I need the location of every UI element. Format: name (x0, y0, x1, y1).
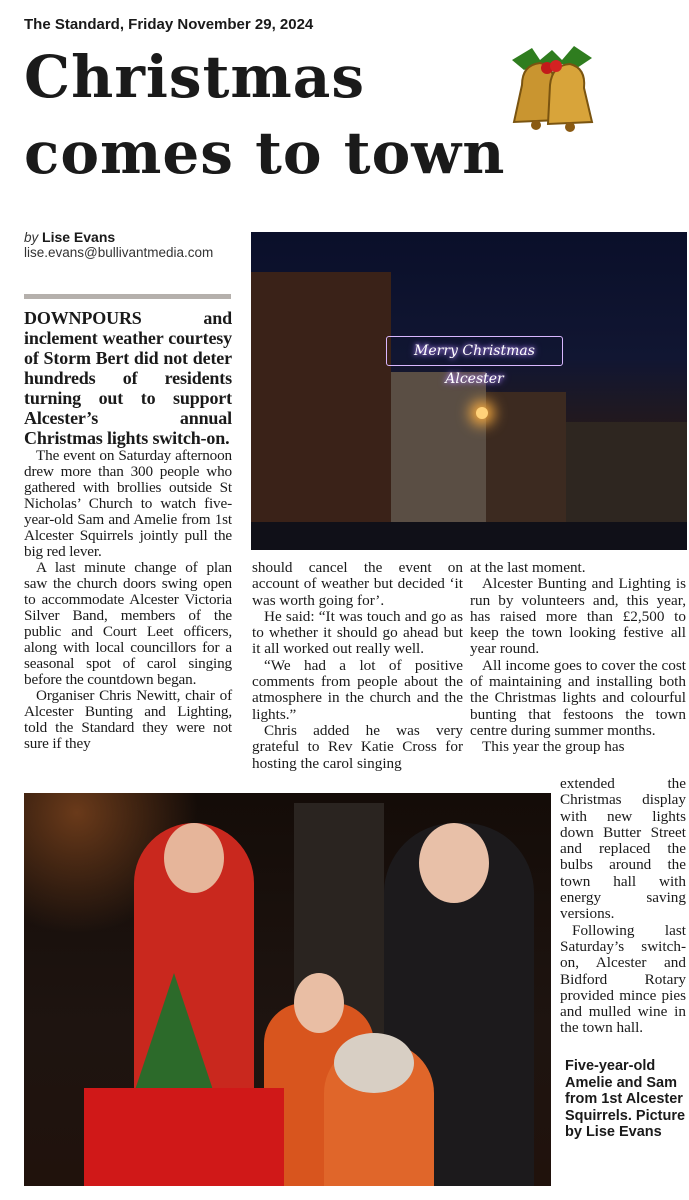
street-lights-photo (251, 232, 687, 550)
article-column-3 (470, 560, 686, 756)
divider (24, 294, 231, 299)
byline-email: lise.evans@bullivantmedia.com (24, 245, 214, 260)
paragraph: The event on Saturday afternoon drew more than 300 people who gathered with brollies outside St Nicholas’ Church to watch five-year-old Sam and Amelie from 1st Alcester Squirrels jointly pull the big red lever. (24, 447, 232, 560)
article-column-4 (560, 776, 686, 1037)
paragraph: He said: “It was touch and go as to whether it should go ahead but it all worked out really well. (252, 607, 463, 658)
paragraph: should cancel the event on account of weather but decided ‘it was worth going for’. (252, 559, 463, 609)
headline-line-1: Christmas (24, 43, 365, 111)
paragraph: “We had a lot of positive comments from people about the atmosphere in the church and the lights.” (252, 656, 463, 723)
paragraph: Chris added he was very grateful to Rev Katie Cross for hosting the carol singing (252, 721, 463, 772)
paragraph: Alcester Bunting and Lighting is run by volunteers and, this year, has raised more than £2,500 to keep the town looking festive all year round. (470, 575, 686, 658)
byline (24, 230, 234, 260)
byline-author: Lise Evans (42, 229, 116, 245)
photo-caption: Five-year-old Amelie and Sam from 1st Alcester Squirrels. Picture by Lise Evans (565, 1058, 686, 1140)
article-column-2 (252, 560, 463, 772)
paragraph: at the last moment. (470, 559, 586, 576)
paragraph: A last minute change of plan saw the church doors swing open to accommodate Alcester Victoria Silver Band, members of the public and Court Leet officers, along with local councillors for a seasonal spot of carol singing before the countdown began. (24, 559, 232, 688)
paragraph: extended the Christmas display with new lights down Butter Street and replaced the bulbs around the town hall with energy saving versions. (560, 775, 686, 923)
article-column-1 (24, 308, 232, 752)
paragraph: Following last Saturday’s switch-on, Alcester and Bidford Rotary provided mince pies and mulled wine in the town hall. (560, 921, 686, 1037)
paragraph: This year the group has (482, 738, 625, 756)
christmas-bells-icon (492, 30, 612, 140)
headline-line-2: comes to town (24, 119, 506, 187)
merry-christmas-sign: Merry Christmas Alcester (386, 336, 563, 366)
article-lead: DOWNPOURS and inclement weather courtesy of Storm Bert did not deter hundreds of residents turning out to support Alcester’s annual Christmas lights switch-on. (24, 308, 232, 448)
dateline: The Standard, Friday November 29, 2024 (24, 16, 314, 33)
children-switch-on-photo (24, 793, 551, 1186)
paragraph: Organiser Chris Newitt, chair of Alcester Bunting and Lighting, told the Standard they were not sure if they (24, 687, 232, 752)
byline-prefix: by (24, 230, 39, 245)
paragraph: All income goes to cover the cost of maintaining and installing both the Christmas lights and colourful bunting that festoons the town centre during summer months. (470, 656, 686, 739)
